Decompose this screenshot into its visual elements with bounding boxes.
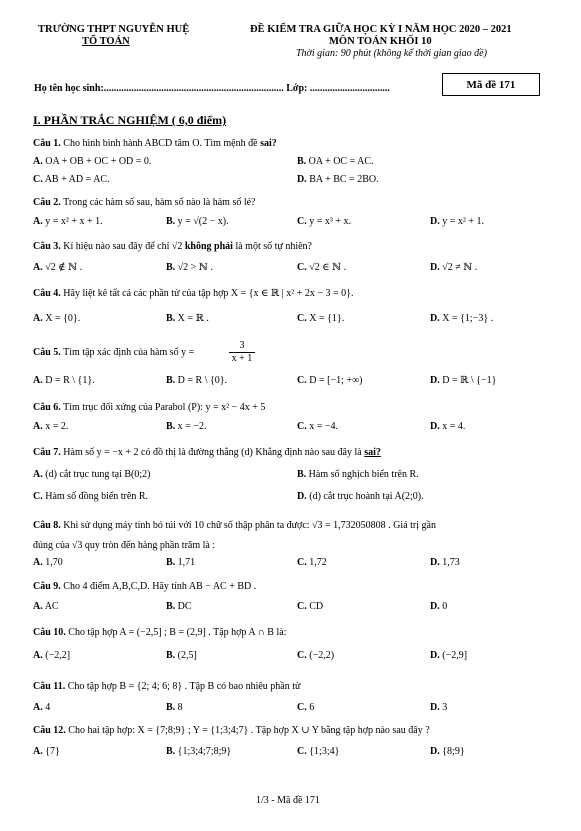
q1-option-b[interactable]: B. OA + OC = AC. xyxy=(297,156,374,167)
question-8: Câu 8. Khi sử dụng máy tính bỏ túi với 10 chữ số thập phân ta được: √3 = 1,732050808 . Giá trị gần xyxy=(33,520,436,531)
q9-option-d[interactable]: D. 0 xyxy=(430,601,448,612)
q1-option-d[interactable]: D. BA + BC = 2BO. xyxy=(297,174,379,185)
q10-option-d[interactable]: D. (−2,9] xyxy=(430,650,468,661)
q6-option-c[interactable]: C. x = −4. xyxy=(297,421,339,432)
department-name: TỔ TOÁN xyxy=(82,36,130,47)
q9-option-b[interactable]: B. DC xyxy=(166,601,192,612)
student-info-line: Họ tên học sinh:........................................................................ Lớp: ................................ xyxy=(34,83,390,94)
q3-option-d[interactable]: D. √2 ≠ ℕ . xyxy=(430,262,478,273)
q4-option-a[interactable]: A. X = {0}. xyxy=(33,313,81,324)
q12-option-d[interactable]: D. {8;9} xyxy=(430,746,465,757)
q1-option-c[interactable]: C. AB + AD = AC. xyxy=(33,174,110,185)
q10-option-c[interactable]: C. (−2,2) xyxy=(297,650,335,661)
q9-option-c[interactable]: C. CD xyxy=(297,601,324,612)
q2-option-a[interactable]: A. y = x² + x + 1. xyxy=(33,216,103,227)
q5-option-b[interactable]: B. D = R \ {0}. xyxy=(166,375,228,386)
q11-option-b[interactable]: B. 8 xyxy=(166,702,183,713)
q6-option-d[interactable]: D. x = 4. xyxy=(430,421,466,432)
q12-option-b[interactable]: B. {1;3;4;7;8;9} xyxy=(166,746,232,757)
q10-option-b[interactable]: B. (2,5] xyxy=(166,650,197,661)
question-6: Câu 6. Tìm trục đối xứng của Parabol (P): y = x² − 4x + 5 xyxy=(33,402,266,413)
question-2: Câu 2. Trong các hàm số sau, hàm số nào là hàm số lẻ? xyxy=(33,197,256,208)
exam-code-box: Mã đề 171 xyxy=(442,73,540,96)
q3-option-b[interactable]: B. √2 > ℕ . xyxy=(166,262,213,273)
q3-option-a[interactable]: A. √2 ∉ ℕ . xyxy=(33,262,83,273)
section-title: I. PHẦN TRẮC NGHIỆM ( 6,0 điểm) xyxy=(33,113,227,127)
q11-option-c[interactable]: C. 6 xyxy=(297,702,315,713)
q2-option-c[interactable]: C. y = x³ + x. xyxy=(297,216,352,227)
question-5: Câu 5. Tìm tập xác định của hàm số y = xyxy=(33,347,195,358)
q1-option-a[interactable]: A. OA + OB + OC + OD = 0. xyxy=(33,156,152,167)
q8-option-b[interactable]: B. 1,71 xyxy=(166,557,196,568)
q5-fraction-denominator: x + 1 xyxy=(231,353,253,364)
q7-option-a[interactable]: A. (d) cắt trục tung tại B(0;2) xyxy=(33,469,151,480)
q7-option-d[interactable]: D. (d) cắt trục hoành tại A(2;0). xyxy=(297,491,424,502)
question-9: Câu 9. Cho 4 điểm A,B,C,D. Hãy tính AB − AC + BD . xyxy=(33,581,257,592)
question-8-line-2: đúng của √3 quy tròn đến hàng phần trăm là : xyxy=(33,540,216,551)
q5-option-c[interactable]: C. D = [−1; +∞) xyxy=(297,375,363,386)
q8-option-d[interactable]: D. 1,73 xyxy=(430,557,460,568)
page-footer: 1/3 - Mã đề 171 xyxy=(256,795,320,806)
question-11: Câu 11. Cho tập hợp B = {2; 4; 6; 8} . Tập B có bao nhiêu phần tử xyxy=(33,681,301,692)
q2-option-b[interactable]: B. y = √(2 − x). xyxy=(166,216,229,227)
q6-option-a[interactable]: A. x = 2. xyxy=(33,421,69,432)
q4-option-b[interactable]: B. X = ℝ . xyxy=(166,313,209,324)
q3-option-c[interactable]: C. √2 ∈ ℕ . xyxy=(297,262,347,273)
q5-fraction xyxy=(229,340,255,365)
q11-option-d[interactable]: D. 3 xyxy=(430,702,448,713)
question-10: Câu 10. Cho tập hợp A = (−2,5] ; B = (2,9] . Tập hợp A ∩ B là: xyxy=(33,627,287,638)
q9-option-a[interactable]: A. AC xyxy=(33,601,59,612)
q8-option-c[interactable]: C. 1,72 xyxy=(297,557,327,568)
q4-option-d[interactable]: D. X = {1;−3} . xyxy=(430,313,494,324)
q5-option-a[interactable]: A. D = R \ {1}. xyxy=(33,375,95,386)
question-1: Câu 1. Cho hình bình hành ABCD tâm O. Tìm mệnh đề sai? xyxy=(33,138,277,149)
question-12: Câu 12. Cho hai tập hợp: X = {7;8;9} ; Y = {1;3;4;7} . Tập hợp X ∪ Y bằng tập hợp nào sau đây ? xyxy=(33,725,430,736)
question-4: Câu 4. Hãy liệt kê tất cả các phần tử của tập hợp X = {x ∈ ℝ | x² + 2x − 3 = 0}. xyxy=(33,288,354,299)
q7-option-c[interactable]: C. Hàm số đồng biến trên R. xyxy=(33,491,148,502)
exam-title: ĐỀ KIỂM TRA GIỮA HỌC KỲ I NĂM HỌC 2020 – 2021 xyxy=(250,24,512,35)
q11-option-a[interactable]: A. 4 xyxy=(33,702,51,713)
q4-option-c[interactable]: C. X = {1}. xyxy=(297,313,345,324)
q12-option-c[interactable]: C. {1;3;4} xyxy=(297,746,340,757)
school-name: TRƯỜNG THPT NGUYỄN HUỆ xyxy=(38,24,190,35)
q5-option-d[interactable]: D. D = ℝ \ {−1} xyxy=(430,375,497,386)
q7-option-b[interactable]: B. Hàm số nghịch biến trên R. xyxy=(297,469,419,480)
question-3: Câu 3. Kí hiệu nào sau đây để chỉ √2 không phải là một số tự nhiên? xyxy=(33,241,312,252)
q2-option-d[interactable]: D. y = x² + 1. xyxy=(430,216,485,227)
q8-option-a[interactable]: A. 1,70 xyxy=(33,557,63,568)
q12-option-a[interactable]: A. {7} xyxy=(33,746,60,757)
question-7: Câu 7. Hàm số y = −x + 2 có đồ thị là đường thẳng (d) Khẳng định nào sau đây là sai? xyxy=(33,447,381,458)
exam-time: Thời gian: 90 phút (không kể thời gian giao đề) xyxy=(296,48,487,59)
q6-option-b[interactable]: B. x = −2. xyxy=(166,421,207,432)
q10-option-a[interactable]: A. (−2,2] xyxy=(33,650,71,661)
exam-subject: MÔN TOÁN KHỐI 10 xyxy=(329,36,432,47)
q5-fraction-numerator: 3 xyxy=(229,340,255,353)
